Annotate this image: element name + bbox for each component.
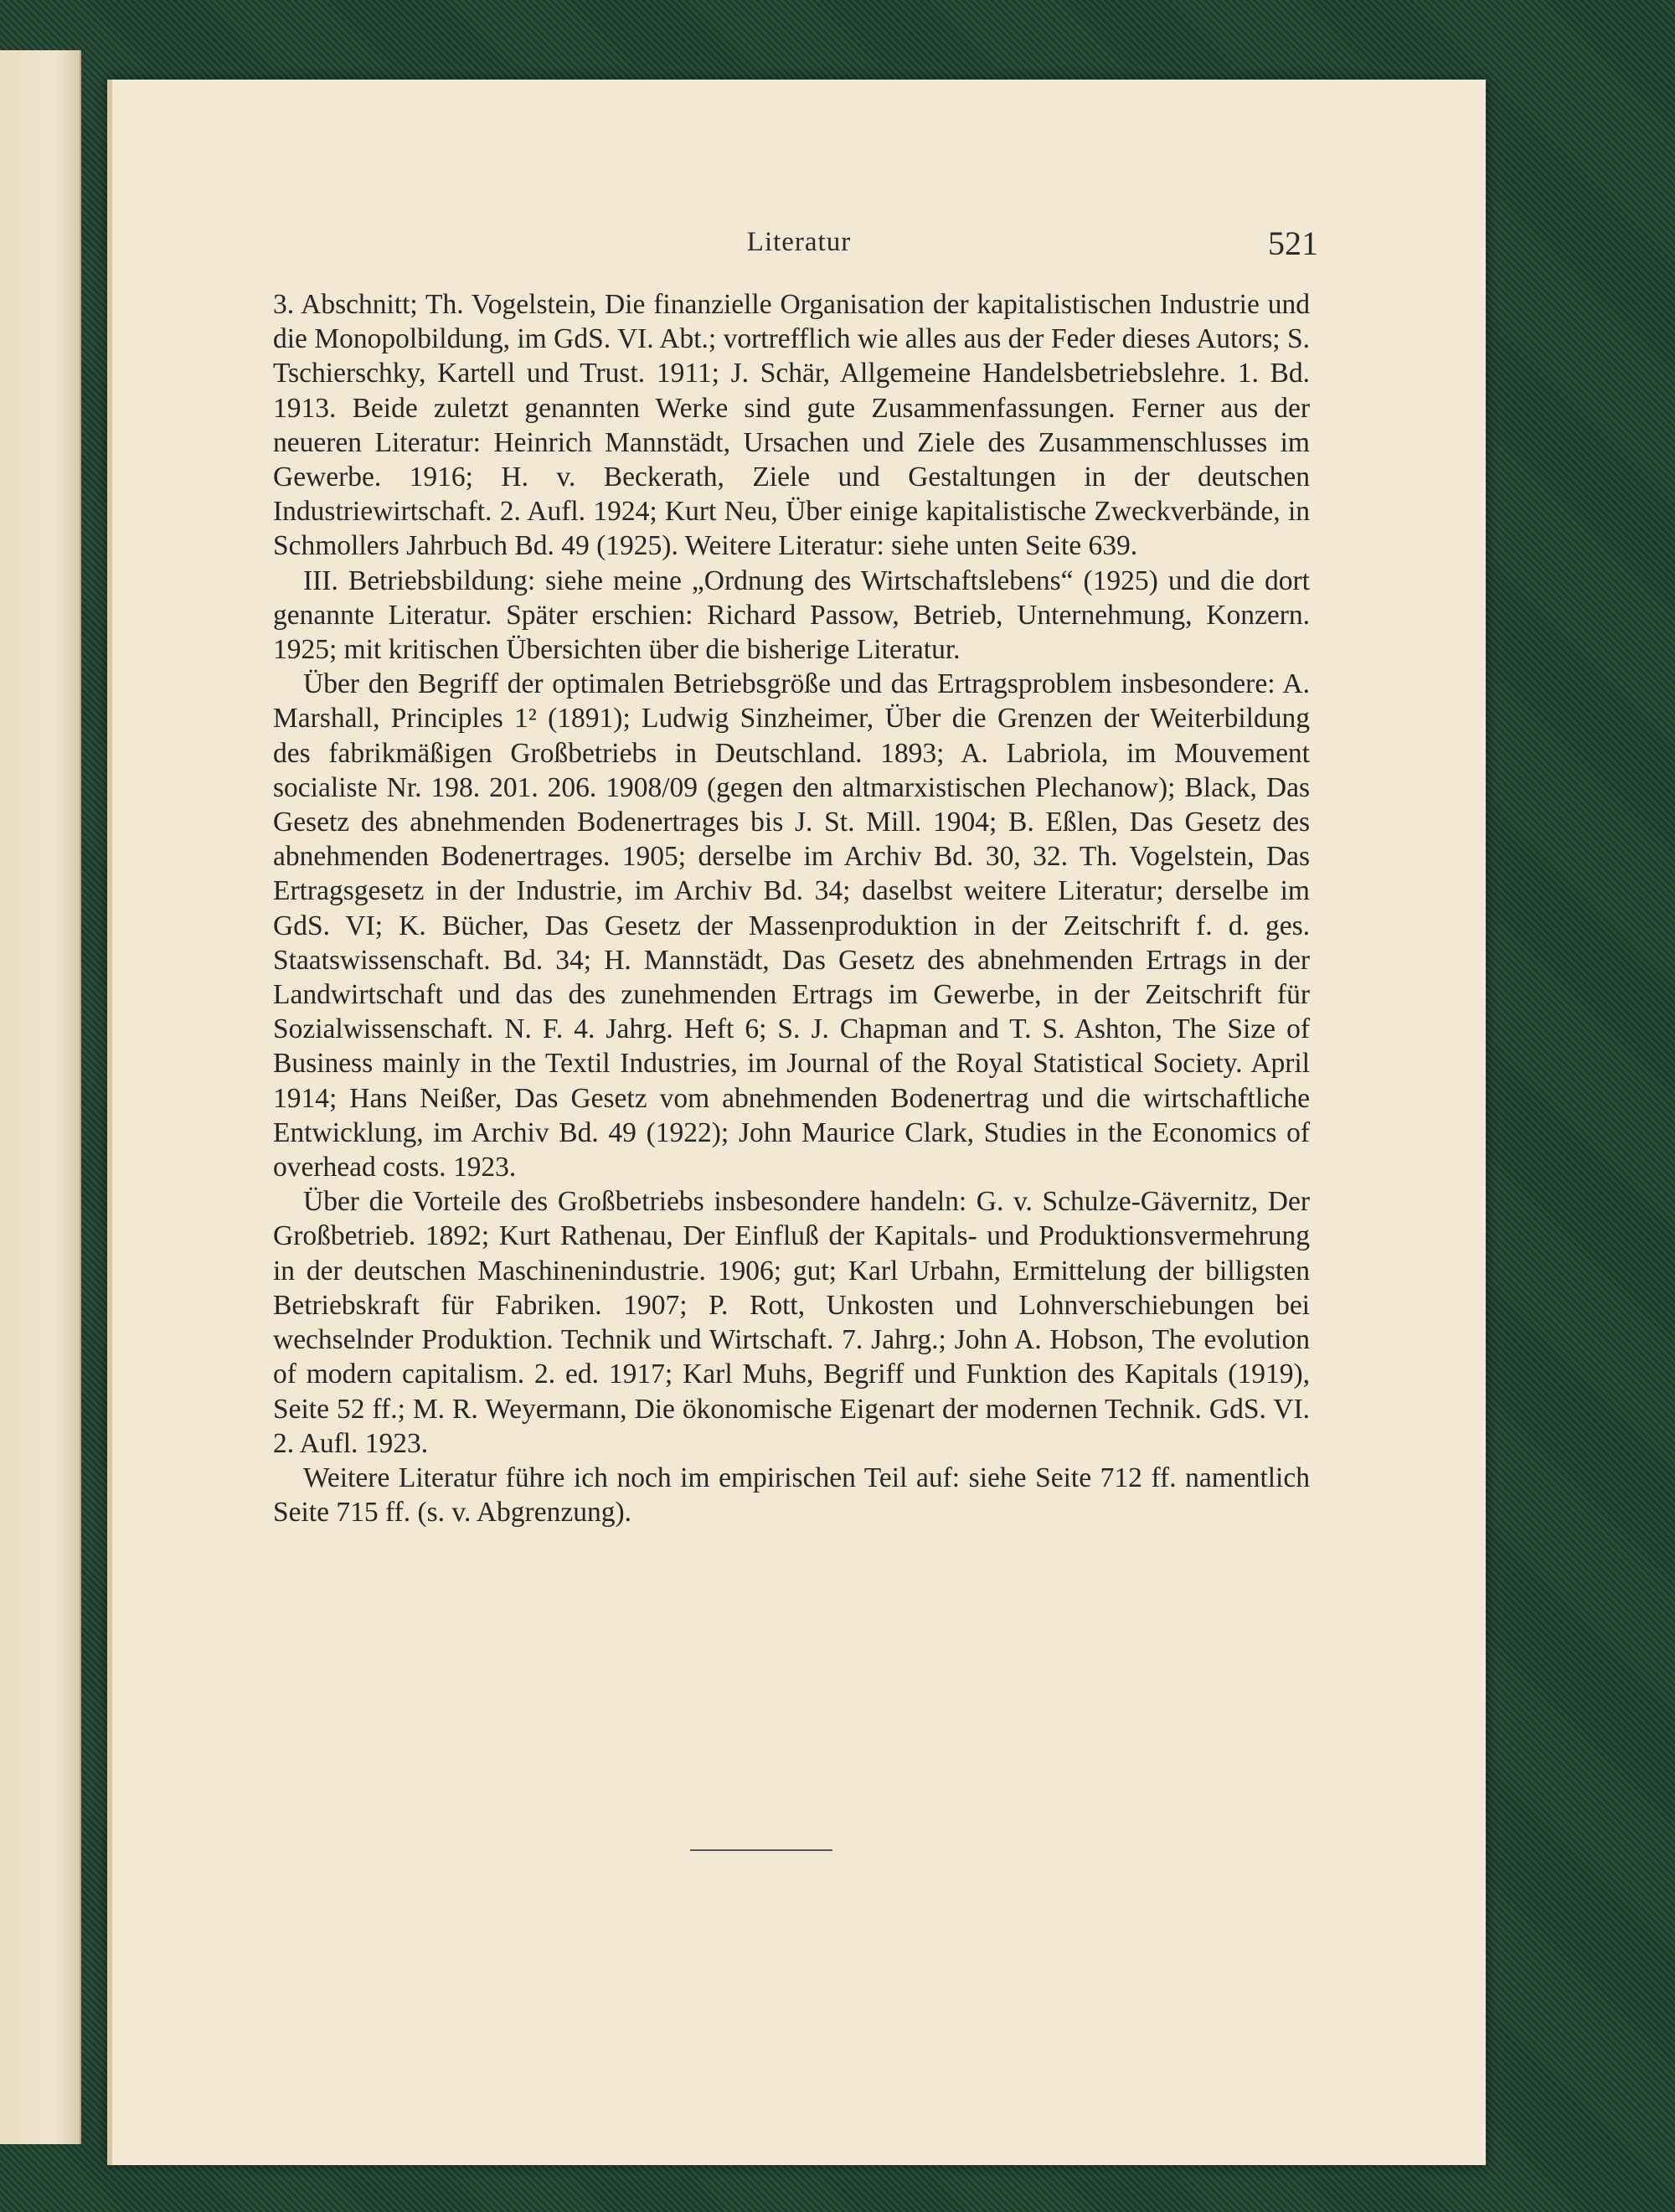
paragraph-2: III. Betriebsbildung: siehe meine „Ordnung des Wirtschaftslebens“ (1925) und die dort genannte Literatur. Später erschien: Richard Passow, Betrieb, Unternehmung, Konzern. 1925; mit kritischen Übersichten über die bisherige Literatur. [273, 565, 1310, 666]
page-body [273, 287, 1310, 1529]
closing-rule [690, 1849, 832, 1851]
paragraph-1: 3. Abschnitt; Th. Vogelstein, Die finanzielle Organisation der kapitalistischen Industrie und die Monopolbildung, im GdS. VI. Abt.; vortrefflich wie alles aus der Feder dieses Autors; S. Tschierschky, Kartell und Trust. 1911; J. Schär, Allgemeine Handelsbetriebslehre. 1. Bd. 1913. Beide zuletzt genannten Werke sind gute Zusammenfassungen. Ferner aus der neueren Literatur: Heinrich Mannstädt, Ursachen und Ziele des Zusammenschlusses im Gewerbe. 1916; H. v. Beckerath, Ziele und Gestaltungen in der deutschen Industriewirtschaft. 2. Aufl. 1924; Kurt Neu, Über einige kapitalistische Zweckverbände, in Schmollers Jahrbuch Bd. 49 (1925). Weitere Literatur: siehe unten Seite 639. [273, 289, 1310, 562]
paragraph-5: Weitere Literatur führe ich noch im empirischen Teil auf: siehe Seite 712 ff. namentlich Seite 715 ff. (s. v. Abgrenzung). [273, 1462, 1310, 1529]
paragraph-3: Über den Begriff der optimalen Betriebsgröße und das Ertragsproblem insbesondere: A. Marshall, Principles 1² (1891); Ludwig Sinzheimer, Über die Grenzen der Weiterbildung des fabrikmäßigen Großbetriebs in Deutschland. 1893; A. Labriola, im Mouvement socialiste Nr. 198. 201. 206. 1908/09 (gegen den altmarxistischen Plechanow); Black, Das Gesetz des abnehmenden Bodenertrages bis J. St. Mill. 1904; B. Eßlen, Das Gesetz des abnehmenden Bodenertrages. 1905; derselbe im Archiv Bd. 30, 32. Th. Vogelstein, Das Ertragsgesetz in der Industrie, im Archiv Bd. 34; daselbst weitere Literatur; derselbe im GdS. VI; K. Bücher, Das Gesetz der Massenproduktion in der Zeitschrift f. d. ges. Staatswissenschaft. Bd. 34; H. Mannstädt, Das Gesetz des abnehmenden Ertrags in der Landwirtschaft und das des zunehmenden Ertrags im Gewerbe, in der Zeitschrift für Sozialwissenschaft. N. F. 4. Jahrg. Heft 6; S. J. Chapman and T. S. Ashton, The Size of Business mainly in the Textil Industries, im Journal of the Royal Statistical Society. April 1914; Hans Neißer, Das Gesetz vom abnehmenden Bodenertrag und die wirtschaftliche Entwicklung, im Archiv Bd. 49 (1922); John Maurice Clark, Studies in the Economics of overhead costs. 1923. [273, 668, 1310, 1183]
running-title: Literatur [746, 227, 852, 257]
page-number: 521 [1268, 224, 1318, 262]
facing-page-edge [0, 50, 81, 2144]
paragraph-4: Über die Vorteile des Großbetriebs insbesondere handeln: G. v. Schulze-Gävernitz, Der Großbetrieb. 1892; Kurt Rathenau, Der Einfluß der Kapitals- und Produktionsvermehrung in der deutschen Maschinenindustrie. 1906; gut; Karl Urbahn, Ermittelung der billigsten Betriebskraft für Fabriken. 1907; P. Rott, Unkosten und Lohnverschiebungen bei wechselnder Produktion. Technik und Wirtschaft. 7. Jahrg.; John A. Hobson, The evolution of modern capitalism. 2. ed. 1917; Karl Muhs, Begriff und Funktion des Kapitals (1919), Seite 52 ff.; M. R. Weyermann, Die ökonomische Eigenart der modernen Technik. GdS. VI. 2. Aufl. 1923. [273, 1186, 1310, 1459]
page-header [112, 224, 1486, 277]
book-page [107, 80, 1486, 2165]
